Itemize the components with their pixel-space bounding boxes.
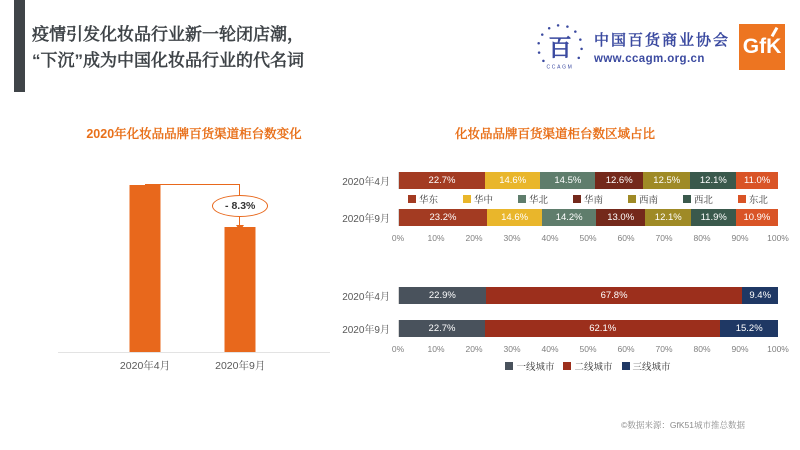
bar-segment-华北 (540, 172, 595, 189)
segment-value-label: 62.1% (589, 323, 617, 334)
axis-tick-label: 0% (391, 233, 405, 243)
emblem-star (557, 24, 560, 27)
axis-tick-label: 80% (693, 233, 711, 243)
slide-title-line1: 疫情引发化妆品行业新一轮闭店潮， (32, 25, 304, 44)
bar-segment-华中 (487, 209, 542, 226)
segment-value-label: 14.6% (499, 175, 527, 186)
bar-segment-西北 (691, 209, 736, 226)
axis-tick-label: 70% (655, 233, 673, 243)
row-label: 2020年4月 (342, 177, 390, 188)
bar-2020-09 (225, 227, 256, 352)
segment-value-label: 12.5% (653, 175, 681, 186)
legend-label: 西北 (693, 195, 713, 206)
segment-value-label: 14.6% (501, 212, 529, 223)
city-row-april (332, 287, 778, 304)
gfk-logo (739, 24, 785, 70)
segment-value-label: 12.1% (654, 212, 682, 223)
axis-tick-label: 100% (767, 233, 789, 243)
annotation-arrow-head (236, 225, 244, 231)
x-label-2020-04: 2020年4月 (119, 360, 171, 372)
axis-tick-label: 60% (617, 344, 635, 354)
axis-tick-label: 100% (767, 344, 789, 354)
emblem-star (537, 42, 540, 45)
emblem-star (548, 27, 551, 30)
emblem-star (538, 51, 541, 54)
legend-label: 华东 (419, 195, 439, 206)
bar-segment-一线城市 (399, 287, 486, 304)
bar-segment-华南 (596, 209, 645, 226)
legend-item-华北 (518, 192, 548, 206)
city-tier-chart (332, 287, 789, 373)
ccagm-emblem-char: 百 (548, 34, 572, 61)
stacked-bar-2020-04 (398, 172, 778, 189)
bar-segment-东北 (736, 172, 778, 189)
counter-change-chart (58, 116, 330, 372)
axis-tick-label: 10% (427, 233, 445, 243)
stacked-bar-2020-09 (398, 209, 778, 226)
data-source-note: ©数据来源：GfK51城市推总数据 (621, 420, 745, 430)
region-share-chart-title: 化妆品品牌百货渠道柜台数区域占比 (454, 127, 655, 141)
legend-label: 东北 (748, 195, 768, 206)
legend-label: 西南 (638, 195, 658, 206)
annotation-arrow-line (239, 217, 240, 225)
emblem-star (566, 25, 569, 28)
legend-marker (628, 195, 636, 203)
axis-tick-label: 60% (617, 233, 635, 243)
segment-value-label: 22.7% (428, 323, 456, 334)
bar-segment-华中 (485, 172, 540, 189)
region-row-april (332, 172, 778, 189)
segment-value-label: 12.1% (699, 175, 727, 186)
segment-value-label: 11.9% (700, 212, 727, 223)
association-url: www.ccagm.org.cn (593, 53, 705, 65)
legend-item-华东 (408, 192, 438, 206)
bar-segment-三线城市 (742, 287, 778, 304)
legend-marker (573, 195, 581, 203)
region-share-section (332, 116, 789, 373)
segment-value-label: 11.0% (744, 175, 771, 186)
title-accent-bar (14, 0, 25, 92)
annotation-connector-line (145, 184, 240, 185)
legend-label: 华北 (528, 195, 548, 206)
axis-tick-label: 30% (503, 344, 521, 354)
bar-segment-西南 (645, 209, 691, 226)
bar-2020-04 (130, 185, 161, 352)
bar-segment-华北 (542, 209, 596, 226)
legend-marker (563, 362, 571, 370)
ccagm-emblem-logo (535, 22, 585, 72)
slide-title-line2: “下沉”成为中国化妆品行业的代名词 (32, 50, 304, 70)
segment-value-label: 22.7% (428, 175, 456, 186)
axis-tick-label: 40% (541, 344, 559, 354)
legend-marker (738, 195, 746, 203)
emblem-star (577, 57, 580, 60)
emblem-star (541, 33, 544, 36)
decline-annotation-badge: - 8.3% (212, 195, 268, 217)
axis-tick-label: 80% (693, 344, 711, 354)
axis-tick-label: 0% (391, 344, 405, 354)
region-chart (332, 172, 789, 243)
counter-change-chart-title: 2020年化妆品品牌百货渠道柜台数变化 (86, 127, 302, 141)
bar-segment-东北 (736, 209, 777, 226)
stacked-bar-2020-04 (398, 287, 778, 304)
row-label: 2020年4月 (342, 292, 390, 303)
axis-tick-label: 10% (427, 344, 445, 354)
row-label: 2020年9月 (342, 214, 390, 225)
legend-item-二线城市 (563, 359, 612, 373)
region-row-sept (332, 209, 778, 226)
legend-label: 华南 (583, 195, 603, 206)
bar-segment-华南 (595, 172, 643, 189)
gfk-logo-text: GfK (742, 35, 782, 58)
city-row-sept (332, 320, 778, 337)
ccagm-emblem-caption: CCAGM (546, 64, 574, 71)
logo-area (535, 22, 785, 72)
counter-change-plot (58, 156, 330, 372)
legend-marker (408, 195, 416, 203)
legend-label: 一线城市 (516, 362, 555, 373)
legend-marker (518, 195, 526, 203)
association-name: 中国百货商业协会 (593, 33, 730, 49)
bar-segment-三线城市 (720, 320, 778, 337)
emblem-star (574, 30, 577, 33)
axis-tick-label: 20% (465, 344, 483, 354)
segment-value-label: 13.0% (607, 212, 635, 223)
bar-segment-西南 (643, 172, 690, 189)
bar-segment-一线城市 (399, 320, 485, 337)
axis-tick-label: 70% (655, 344, 673, 354)
segment-value-label: 23.2% (429, 212, 457, 223)
legend-item-西北 (683, 192, 713, 206)
segment-value-label: 15.2% (735, 323, 763, 334)
emblem-star (542, 60, 545, 63)
emblem-star (580, 48, 583, 51)
segment-value-label: 67.8% (600, 290, 628, 301)
bar-segment-华东 (399, 172, 485, 189)
legend-marker (463, 195, 471, 203)
legend-marker (622, 362, 630, 370)
legend-item-三线城市 (622, 359, 671, 373)
region-legend (398, 193, 778, 205)
bar-segment-二线城市 (486, 287, 743, 304)
annotation-connector-drop (239, 184, 240, 195)
legend-item-东北 (738, 192, 768, 206)
segment-value-label: 9.4% (749, 290, 772, 301)
city-x-axis (391, 344, 789, 354)
axis-tick-label: 50% (579, 344, 597, 354)
legend-item-华南 (573, 192, 603, 206)
segment-value-label: 22.9% (428, 290, 456, 301)
legend-label: 三线城市 (632, 362, 671, 373)
axis-tick-label: 30% (503, 233, 521, 243)
legend-marker (683, 195, 691, 203)
emblem-star (579, 38, 582, 41)
bar-segment-西北 (690, 172, 736, 189)
segment-value-label: 12.6% (605, 175, 633, 186)
legend-label: 二线城市 (574, 362, 613, 373)
region-x-axis (391, 233, 789, 243)
x-label-2020-09: 2020年9月 (215, 360, 266, 372)
segment-value-label: 14.2% (555, 212, 583, 223)
bar-segment-华东 (399, 209, 487, 226)
axis-tick-label: 50% (579, 233, 597, 243)
axis-tick-label: 40% (541, 233, 559, 243)
legend-label: 华中 (473, 195, 493, 206)
legend-item-华中 (463, 192, 493, 206)
axis-tick-label: 20% (465, 233, 483, 243)
axis-tick-label: 90% (731, 344, 749, 354)
segment-value-label: 14.5% (554, 175, 582, 186)
stacked-bar-2020-09 (398, 320, 778, 337)
legend-marker (505, 362, 513, 370)
segment-value-label: 10.9% (743, 212, 771, 223)
slide-title (32, 22, 304, 73)
row-label: 2020年9月 (342, 325, 390, 336)
bar-segment-二线城市 (485, 320, 720, 337)
association-text-block (594, 29, 730, 65)
axis-tick-label: 90% (731, 233, 749, 243)
legend-item-西南 (628, 192, 658, 206)
legend-item-一线城市 (505, 359, 554, 373)
city-legend (398, 360, 778, 372)
